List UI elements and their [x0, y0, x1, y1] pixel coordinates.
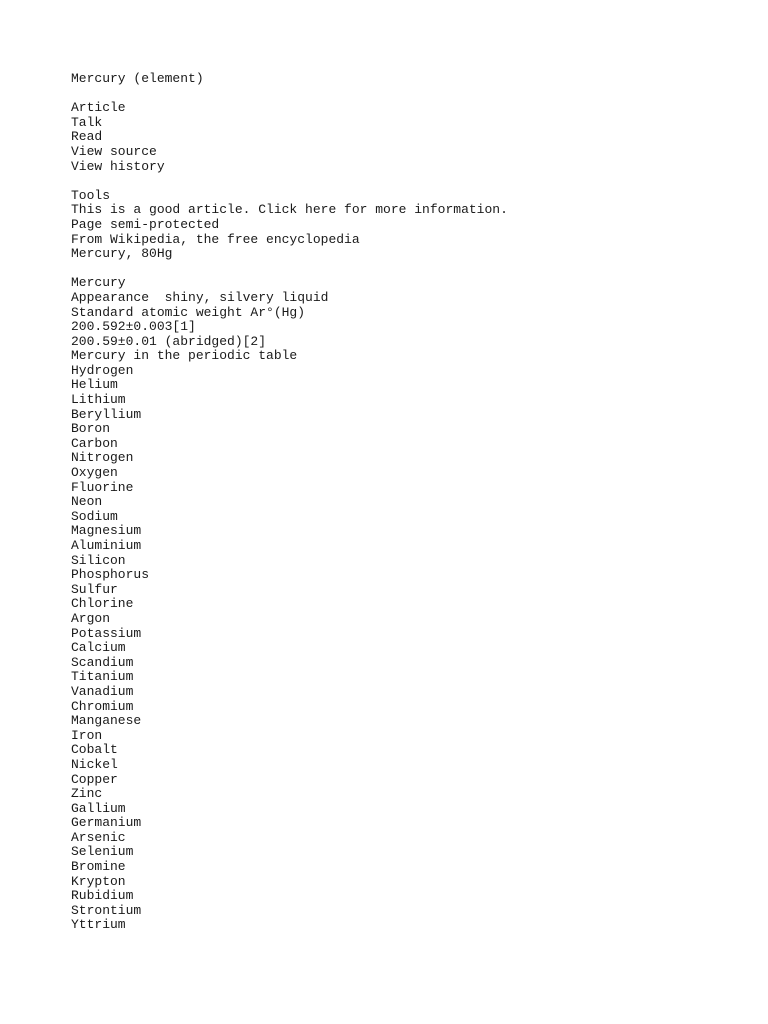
- element-link-neon[interactable]: Neon: [71, 494, 103, 510]
- element-link-yttrium[interactable]: Yttrium: [71, 917, 126, 933]
- element-link-chromium[interactable]: Chromium: [71, 698, 134, 714]
- element-link-boron[interactable]: Boron: [71, 421, 111, 437]
- element-link-fluorine[interactable]: Fluorine: [71, 479, 134, 495]
- element-link-lithium[interactable]: Lithium: [71, 392, 126, 408]
- element-symbol-line: Mercury, 80Hg: [71, 246, 173, 262]
- tab-view-source[interactable]: View source: [71, 143, 157, 159]
- tools-menu[interactable]: Tools: [71, 187, 111, 203]
- element-link-manganese[interactable]: Manganese: [71, 713, 142, 729]
- element-link-cobalt[interactable]: Cobalt: [71, 742, 118, 758]
- element-link-sodium[interactable]: Sodium: [71, 508, 118, 524]
- element-link-selenium[interactable]: Selenium: [71, 844, 134, 860]
- periodic-table-caption: Mercury in the periodic table: [71, 348, 298, 364]
- element-link-silicon[interactable]: Silicon: [71, 552, 126, 568]
- spacer: [71, 87, 751, 102]
- periodic-table-element-list: [71, 364, 751, 933]
- element-link-arsenic[interactable]: Arsenic: [71, 829, 126, 845]
- element-link-carbon[interactable]: Carbon: [71, 435, 118, 451]
- element-link-titanium[interactable]: Titanium: [71, 669, 134, 685]
- element-link-sulfur[interactable]: Sulfur: [71, 581, 118, 597]
- element-link-bromine[interactable]: Bromine: [71, 859, 126, 875]
- protection-notice[interactable]: Page semi-protected: [71, 216, 220, 232]
- element-link-strontium[interactable]: Strontium: [71, 902, 142, 918]
- element-link-magnesium[interactable]: Magnesium: [71, 523, 142, 539]
- element-link-beryllium[interactable]: Beryllium: [71, 406, 142, 422]
- element-link-rubidium[interactable]: Rubidium: [71, 888, 134, 904]
- infobox-atomic-weight-label[interactable]: Standard atomic weight Ar°(Hg): [71, 304, 306, 320]
- good-article-notice[interactable]: This is a good article. Click here for more information.: [71, 202, 508, 218]
- element-link-argon[interactable]: Argon: [71, 610, 111, 626]
- page-content: [71, 72, 751, 933]
- infobox-appearance: Appearance shiny, silvery liquid: [71, 289, 329, 305]
- element-link-scandium[interactable]: Scandium: [71, 654, 134, 670]
- tab-view-history[interactable]: View history: [71, 158, 165, 174]
- tab-article[interactable]: Article: [71, 100, 126, 116]
- element-link-copper[interactable]: Copper: [71, 771, 118, 787]
- element-link-krypton[interactable]: Krypton: [71, 873, 126, 889]
- element-link-zinc[interactable]: Zinc: [71, 786, 103, 802]
- page-title: Mercury (element): [71, 71, 204, 86]
- element-link-aluminium[interactable]: Aluminium: [71, 538, 142, 553]
- element-link-iron[interactable]: Iron: [71, 727, 103, 743]
- infobox-atomic-weight-value: 200.592±0.003[1]: [71, 319, 196, 335]
- element-link-phosphorus[interactable]: Phosphorus: [71, 567, 150, 583]
- element-link-nitrogen[interactable]: Nitrogen: [71, 450, 134, 466]
- element-link-nickel[interactable]: Nickel: [71, 756, 118, 772]
- element-link-oxygen[interactable]: Oxygen: [71, 465, 118, 481]
- tab-talk[interactable]: Talk: [71, 114, 103, 130]
- source-tagline: From Wikipedia, the free encyclopedia: [71, 231, 360, 247]
- element-link-vanadium[interactable]: Vanadium: [71, 683, 134, 699]
- infobox-title: Mercury: [71, 275, 126, 291]
- element-link-potassium[interactable]: Potassium: [71, 625, 142, 641]
- spacer: [71, 174, 751, 189]
- element-link-hydrogen[interactable]: Hydrogen: [71, 362, 134, 378]
- infobox-atomic-weight-abridged: 200.59±0.01 (abridged)[2]: [71, 333, 267, 349]
- element-link-gallium[interactable]: Gallium: [71, 800, 126, 816]
- element-link-helium[interactable]: Helium: [71, 377, 118, 393]
- tab-read[interactable]: Read: [71, 129, 103, 145]
- spacer: [71, 262, 751, 277]
- element-link-germanium[interactable]: Germanium: [71, 815, 142, 831]
- element-link-chlorine[interactable]: Chlorine: [71, 596, 134, 612]
- element-link-calcium[interactable]: Calcium: [71, 640, 126, 656]
